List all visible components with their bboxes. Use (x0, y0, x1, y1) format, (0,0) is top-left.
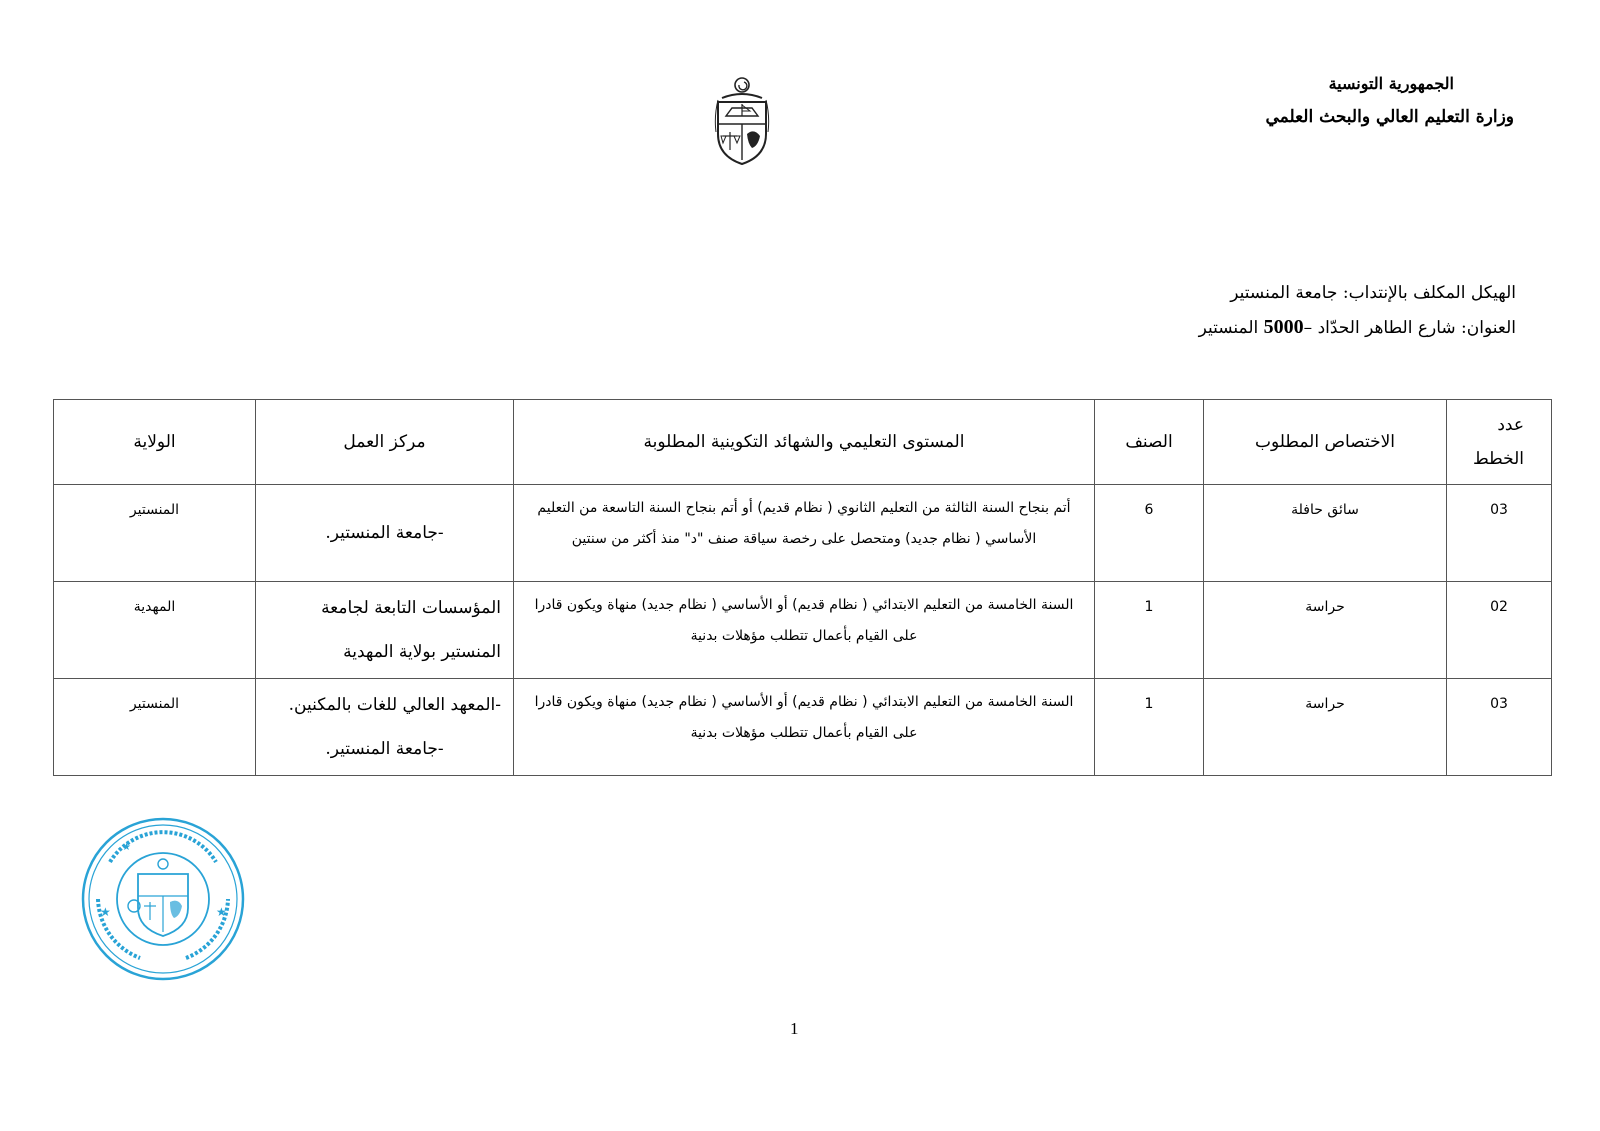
table-header-row (54, 400, 1552, 485)
table-row (54, 582, 1552, 679)
header-education: المستوى التعليمي والشهائد التكوينية المطلوبة (514, 400, 1095, 485)
address-line (1199, 310, 1516, 345)
page-number: 1 (790, 1019, 799, 1038)
cell-count: 03 (1447, 485, 1552, 582)
svg-text:★: ★ (100, 905, 111, 919)
header-specialty: الاختصاص المطلوب (1204, 400, 1447, 485)
work-center-line: -جامعة المنستير. (325, 739, 444, 759)
ministry-heading: وزارة التعليم العالي والبحث العلمي (1265, 107, 1514, 127)
cell-work-center (256, 679, 514, 776)
coat-of-arms-icon (712, 76, 772, 166)
cell-grade: 1 (1095, 582, 1204, 679)
svg-text:★: ★ (122, 842, 131, 853)
svg-text:★: ★ (216, 905, 227, 919)
address-city: المنستير (1198, 318, 1259, 338)
cell-grade: 1 (1095, 679, 1204, 776)
cell-count: 02 (1447, 582, 1552, 679)
recruiting-body-value: جامعة المنستير (1230, 283, 1338, 303)
cell-governorate: المهدية (54, 582, 256, 679)
cell-work-center: -جامعة المنستير. (256, 485, 514, 582)
address-postal-code: 5000 (1263, 316, 1304, 338)
address-street: شارع الطاهر الحدّاد – (1303, 318, 1456, 338)
cell-governorate: المنستير (54, 679, 256, 776)
cell-education: السنة الخامسة من التعليم الابتدائي ( نظام قديم) أو الأساسي ( نظام جديد) منهاة ويكون قادرا على القيام بأعمال تتطلب مؤهلات بدنية (514, 679, 1095, 776)
recruitment-info (1199, 276, 1516, 345)
cell-specialty: حراسة (1204, 582, 1447, 679)
recruiting-body-label: الهيكل المكلف بالإنتداب: (1342, 283, 1516, 303)
address-label: العنوان: (1461, 318, 1516, 338)
table-row (54, 485, 1552, 582)
official-stamp-icon (80, 816, 246, 982)
header-count: عدد الخطط (1447, 400, 1552, 485)
cell-education: السنة الخامسة من التعليم الابتدائي ( نظام قديم) أو الأساسي ( نظام جديد) منهاة ويكون قادرا على القيام بأعمال تتطلب مؤهلات بدنية (514, 582, 1095, 679)
header-governorate: الولاية (54, 400, 256, 485)
work-center-line: -المعهد العالي للغات بالمكنين. (288, 695, 501, 715)
cell-count: 03 (1447, 679, 1552, 776)
cell-specialty: حراسة (1204, 679, 1447, 776)
recruiting-body-line (1199, 276, 1516, 310)
document-header (1265, 74, 1514, 127)
header-work-center: مركز العمل (256, 400, 514, 485)
republic-heading: الجمهورية التونسية (1328, 74, 1454, 93)
positions-table (53, 399, 1552, 776)
table-row (54, 679, 1552, 776)
header-grade: الصنف (1095, 400, 1204, 485)
cell-specialty: سائق حافلة (1204, 485, 1447, 582)
cell-work-center: المؤسسات التابعة لجامعة المنستير بولاية المهدية (256, 582, 514, 679)
cell-grade: 6 (1095, 485, 1204, 582)
cell-governorate: المنستير (54, 485, 256, 582)
cell-education: أتم بنجاح السنة الثالثة من التعليم الثانوي ( نظام قديم) أو أتم بنجاح السنة التاسعة من التعليم الأساسي ( نظام جديد) ومتحصل على رخصة سياقة صنف "د" منذ أكثر من سنتين (514, 485, 1095, 582)
